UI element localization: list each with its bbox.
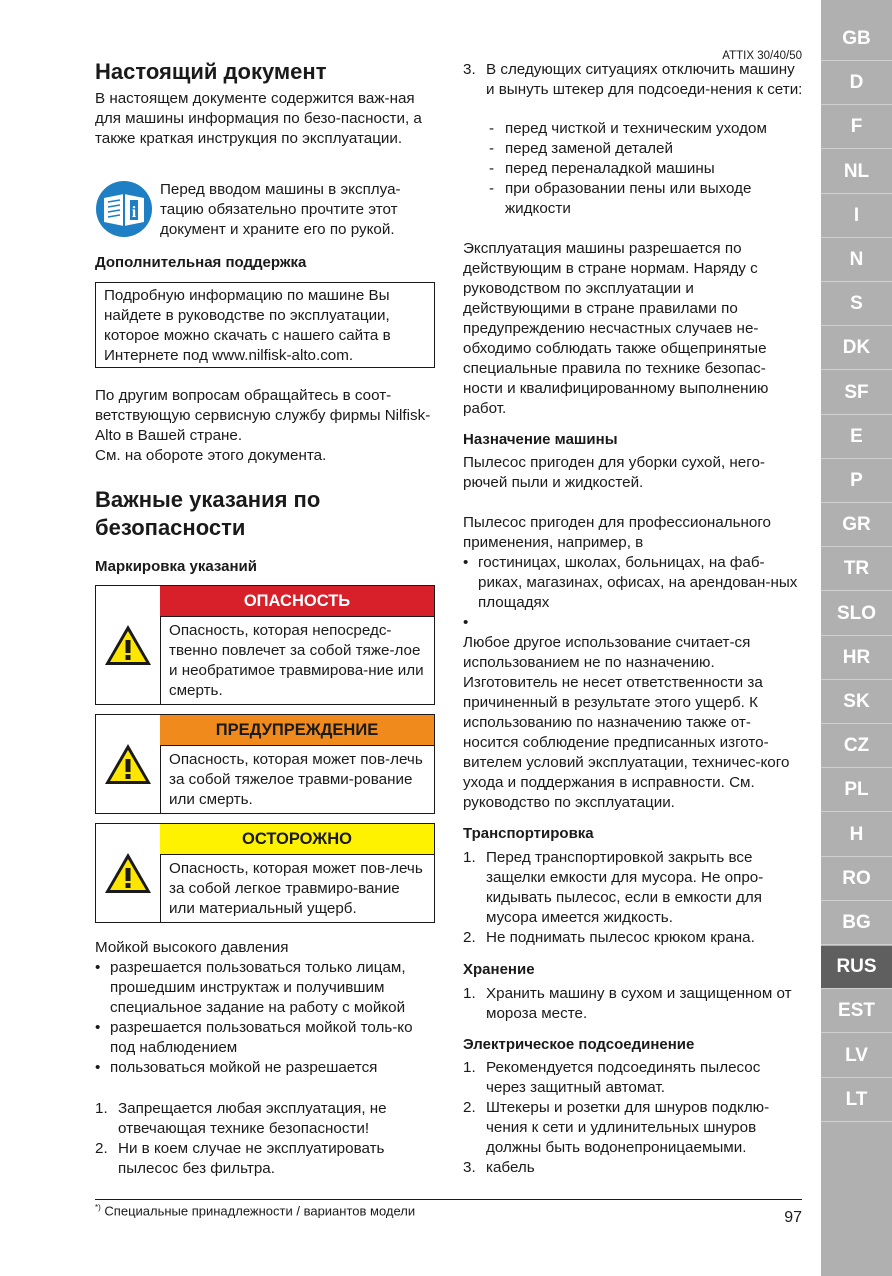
language-tab-gr[interactable]: GR [821, 504, 892, 547]
language-tab-sk[interactable]: SK [821, 681, 892, 724]
support-heading: Дополнительная поддержка [95, 254, 307, 271]
disconnect-sub-list [463, 119, 803, 219]
danger-text: Опасность, которая непосредс-твенно повлечет за собой тяже-лое и необратимое травмирова-ние или смерть. [169, 622, 424, 699]
marking-heading: Маркировка указаний [95, 558, 257, 575]
disconnect-list [463, 60, 803, 100]
caution-box [95, 823, 435, 923]
language-tab-h[interactable]: H [821, 814, 892, 857]
danger-warning-icon [96, 586, 161, 704]
language-tab-e[interactable]: E [821, 416, 892, 459]
list-item: 2. Ни в коем случае не эксплуатировать пылесос без фильтра. [95, 1140, 385, 1177]
purpose-text-3: Любое другое использование считает-ся использованием не по назначению. Изготовитель не несет ответственности за причиненный в результате этого ущерб. К использованию по назначению также от-носится соблюдение предписанных изгото-вителем условий эксплуатации, техничес-кого ухода и поддержания в исправности. См. руководство по эксплуатации. [463, 634, 790, 811]
language-tab-s[interactable]: S [821, 283, 892, 326]
transport-list [463, 848, 803, 948]
language-tab-p[interactable]: P [821, 460, 892, 503]
warning-label: ПРЕДУПРЕЖДЕНИЕ [160, 715, 434, 746]
warning-warning-icon [96, 715, 161, 813]
support-text: Подробную информацию по машине Вы найдете в руководстве по эксплуатации, которое можно скачать с нашего сайта в Интернете под www.nilfisk-alto.com. [104, 287, 391, 364]
doc-intro: В настоящем документе содержится важ-ная для машины информация по безо-пасности, а также краткая инструкция по эксплуатации. [95, 90, 422, 147]
see-reverse-text: См. на обороте этого документа. [95, 447, 327, 464]
language-tab-dk[interactable]: DK [821, 327, 892, 370]
electric-list [463, 1058, 803, 1178]
other-questions [95, 386, 435, 466]
caution-text: Опасность, которая может пов-лечь за собой легкое травмиро-вание или материальный ущерб. [169, 860, 423, 917]
caution-label: ОСТОРОЖНО [160, 824, 434, 855]
list-item: - при образовании пены или выходе жидкости [489, 180, 752, 217]
storage-list [463, 984, 803, 1024]
doc-title: Настоящий документ [95, 59, 327, 84]
list-item: 1. Перед транспортировкой закрыть все защелки емкости для мусора. Не опро-кидывать пылесос, если в емкости для мусора имеется жидкость. [463, 849, 764, 926]
language-sidebar [821, 0, 892, 1276]
list-item: 2. Не поднимать пылесос крюком крана. [463, 929, 755, 946]
language-tab-lv[interactable]: LV [821, 1035, 892, 1078]
language-tab-i[interactable]: I [821, 195, 892, 238]
purpose-list [463, 553, 803, 633]
svg-text:i: i [131, 204, 137, 221]
electric-heading: Электрическое подсоединение [463, 1036, 695, 1053]
list-item: - перед заменой деталей [489, 140, 673, 157]
list-item: • [463, 614, 469, 631]
page-number: 97 [784, 1209, 802, 1226]
safety-title-line2: безопасности [95, 515, 246, 540]
list-item: 1. Рекомендуется подсоединять пылесос через защитный автомат. [463, 1059, 761, 1096]
list-item: 2. Штекеры и розетки для шнуров подклю-чения к сети и удлинительных шнуров должны быть водонепроницаемыми. [463, 1099, 770, 1156]
language-tab-hr[interactable]: HR [821, 637, 892, 680]
list-item: • гостиницах, школах, больницах, на фаб-риках, магазинах, офисах, на арендован-ных площадях [463, 554, 798, 611]
language-tab-gb[interactable]: GB [821, 18, 892, 61]
model-header: ATTIX 30/40/50 [722, 50, 802, 62]
support-box [95, 282, 435, 368]
danger-box [95, 585, 435, 705]
caution-warning-icon [96, 824, 161, 922]
language-tab-rus[interactable]: RUS [821, 946, 892, 989]
language-tab-ro[interactable]: RO [821, 858, 892, 901]
operation-text: Эксплуатация машины разрешается по действующим в стране нормам. Наряду с руководством по эксплуатации и действующими в стране правилами по предупреждению несчастных случаев не-обходимо соблюдать также общепринятые специальные правила по технике безопас-ности и квалифицированному выполнению работ. [463, 240, 769, 417]
list-item: 1. Запрещается любая эксплуатация, не отвечающая технике безопасности! [95, 1100, 387, 1137]
language-tab-sf[interactable]: SF [821, 372, 892, 415]
language-tab-slo[interactable]: SLO [821, 593, 892, 636]
purpose-text-1: Пылесос пригоден для уборки сухой, него-рючей пыли и жидкостей. [463, 454, 765, 491]
washer-list [95, 958, 440, 1078]
washer-heading: Мойкой высокого давления [95, 939, 289, 956]
language-tab-pl[interactable]: PL [821, 769, 892, 812]
warning-text: Опасность, которая может пов-лечь за собой тяжелое травми-рование или смерть. [169, 751, 423, 808]
purpose-heading: Назначение машины [463, 431, 618, 448]
language-tab-n[interactable]: N [821, 239, 892, 282]
manual-info-icon [95, 180, 153, 238]
warning-box [95, 714, 435, 814]
list-item: 3. В следующих ситуациях отключить машину и вынуть штекер для подсоеди-нения к сети: [463, 61, 803, 98]
rules-list [95, 1099, 425, 1179]
footer-rule [95, 1199, 802, 1200]
list-item: • разрешается пользоваться только лицам, прошедшим инструктаж и получившим специальное задание на работу с мойкой [95, 959, 406, 1016]
language-tab-lt[interactable]: LT [821, 1079, 892, 1122]
list-item: - перед чисткой и техническим уходом [489, 120, 767, 137]
footnote [95, 1203, 415, 1218]
language-tab-bg[interactable]: BG [821, 902, 892, 945]
language-tab-f[interactable]: F [821, 106, 892, 149]
transport-heading: Транспортировка [463, 825, 594, 842]
danger-label: ОПАСНОСТЬ [160, 586, 434, 617]
list-item: • разрешается пользоваться мойкой толь-ко под наблюдением [95, 1019, 413, 1056]
list-item: 3. кабель [463, 1159, 535, 1176]
footnote-mark: *) [95, 1203, 101, 1212]
list-item: - перед переналадкой машины [489, 160, 715, 177]
read-note: Перед вводом машины в эксплуа-тацию обязательно прочтите этот документ и храните его по рукой. [160, 181, 401, 238]
storage-heading: Хранение [463, 961, 535, 978]
list-item: 1. Хранить машину в сухом и защищенном от мороза месте. [463, 985, 792, 1022]
language-tab-tr[interactable]: TR [821, 548, 892, 591]
language-tab-d[interactable]: D [821, 62, 892, 105]
language-tab-nl[interactable]: NL [821, 151, 892, 194]
other-questions-text: По другим вопросам обращайтесь в соот-ветствующую сервисную службу фирмы Nilfisk-Alto в Вашей стране. [95, 387, 431, 444]
purpose-text-2: Пылесос пригоден для профессионального применения, например, в [463, 514, 771, 551]
list-item: • пользоваться мойкой не разрешается [95, 1059, 378, 1076]
safety-title-line1: Важные указания по [95, 487, 321, 512]
footnote-text: Специальные принадлежности / вариантов модели [104, 1203, 416, 1219]
language-tab-est[interactable]: EST [821, 990, 892, 1033]
language-tab-cz[interactable]: CZ [821, 725, 892, 768]
